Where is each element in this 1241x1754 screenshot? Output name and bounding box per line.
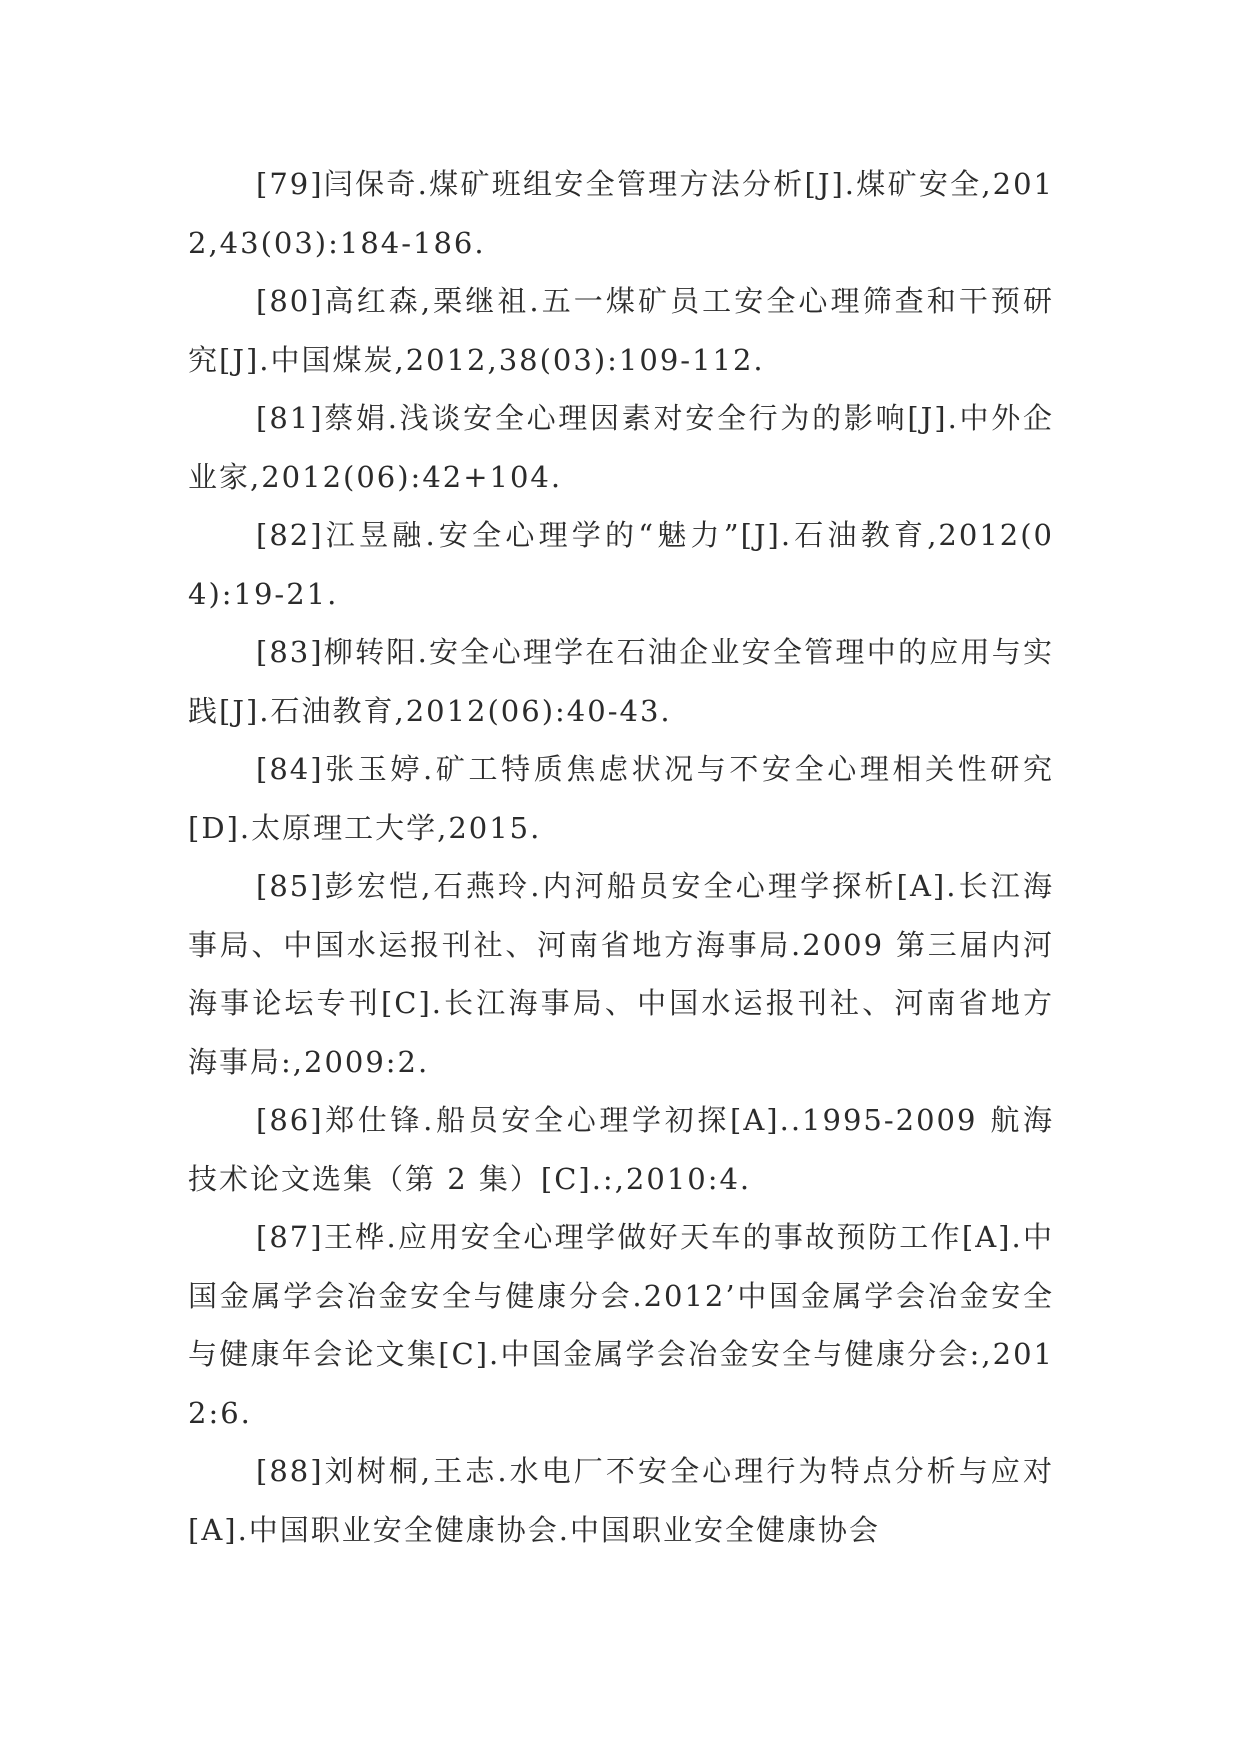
reference-list — [188, 155, 1054, 1559]
reference-item-81: [81]蔡娟.浅谈安全心理因素对安全行为的影响[J].中外企业家,2012(06):42+104. — [188, 401, 1054, 494]
reference-item-88: [88]刘树桐,王志.水电厂不安全心理行为特点分析与应对[A].中国职业安全健康协会.中国职业安全健康协会 — [188, 1454, 1054, 1547]
reference-item-79: [79]闫保奇.煤矿班组安全管理方法分析[J].煤矿安全,2012,43(03):184-186. — [188, 167, 1054, 260]
reference-item-85: [85]彭宏恺,石燕玲.内河船员安全心理学探析[A].长江海事局、中国水运报刊社、河南省地方海事局.2009 第三届内河海事论坛专刊[C].长江海事局、中国水运报刊社、河南省地方海事局:,2009:2. — [188, 869, 1054, 1079]
reference-item-84: [84]张玉婷.矿工特质焦虑状况与不安全心理相关性研究[D].太原理工大学,2015. — [188, 752, 1054, 845]
reference-item-86: [86]郑仕锋.船员安全心理学初探[A]..1995-2009 航海技术论文选集（第 2 集）[C].:,2010:4. — [188, 1103, 1054, 1196]
reference-item-80: [80]高红森,栗继祖.五一煤矿员工安全心理筛查和干预研究[J].中国煤炭,2012,38(03):109-112. — [188, 284, 1054, 377]
reference-item-87: [87]王桦.应用安全心理学做好天车的事故预防工作[A].中国金属学会冶金安全与健康分会.2012’中国金属学会冶金安全与健康年会论文集[C].中国金属学会冶金安全与健康分会:,2012:6. — [188, 1220, 1054, 1430]
reference-item-82: [82]江昱融.安全心理学的“魅力”[J].石油教育,2012(04):19-21. — [188, 518, 1054, 611]
reference-item-83: [83]柳转阳.安全心理学在石油企业安全管理中的应用与实践[J].石油教育,2012(06):40-43. — [188, 635, 1054, 728]
